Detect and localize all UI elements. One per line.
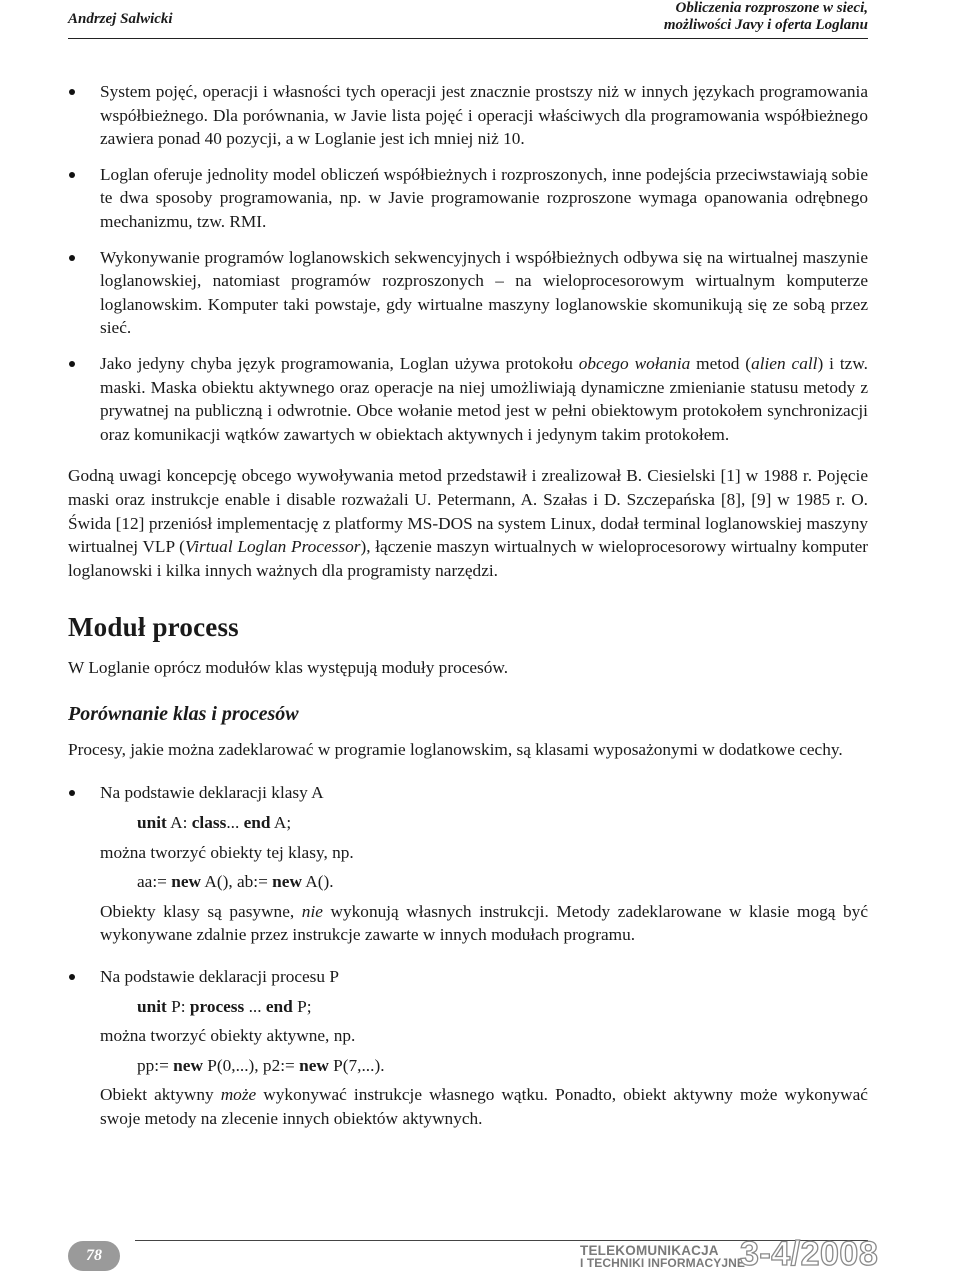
magazine-name (580, 1244, 745, 1270)
header-title-line1: Obliczenia rozproszone w sieci, (675, 0, 868, 16)
list-item-note (100, 900, 868, 947)
code-text: pp:= (137, 1055, 174, 1075)
magazine-name-line2: I TECHNIKI INFORMACYJNE (580, 1256, 745, 1270)
list-item-process (68, 965, 868, 1131)
text-run: Obiekt aktywny (100, 1085, 221, 1105)
comparison-list (68, 781, 868, 1130)
emphasis-text: Virtual Loglan Processor (184, 537, 361, 557)
list-item: Loglan oferuje jednolity model obliczeń współbieżnych i rozproszonych, inne podejścia przeciwstawiają sobie te dwa sposoby programowania, np. w Javie programowanie rozproszone wymaga opanowania odrębnego mechanizmu, tzw. RMI. (68, 163, 868, 234)
section-intro: W Loglanie oprócz modułów klas występują moduły procesów. (68, 658, 509, 678)
subsection-intro: Procesy, jakie można zadeklarować w programie loglanowskim, są klasami wyposażonymi w dodatkowe cechy. (68, 739, 843, 759)
text-run: ), łączenie maszyn wirtualnych w wieloprocesorowy wirtualny komputer loglanowski i kilka innych ważnych dla programisty narzędzi. (68, 537, 868, 580)
keyword: process (189, 996, 245, 1016)
history-paragraph (68, 464, 868, 582)
text-run: ) i tzw. maski. Maska obiektu aktywnego oraz operacje na niej umożliwiają dynamiczne zmienianie statusu metody z prywatnej na publiczną i odwrotnie. Obce wołanie metod jest w pełni obiektowym protokołem synchronizacji oraz komunikacji wątków zawartych w obiektach aktywnych i jedynym takim protokołem. (100, 353, 868, 444)
code-text: ... (244, 996, 266, 1016)
code-text: P; (292, 996, 312, 1016)
emphasis-text: alien call (751, 353, 818, 373)
header-title-line2: możliwości Javy i oferta Loglanu (663, 17, 868, 33)
code-text: ... (226, 813, 244, 833)
list-item-intro: Na podstawie deklaracji procesu P (100, 967, 339, 987)
text-run: Godną uwagi koncepcję obcego wywoływania metod przedstawił i zrealizował B. Ciesielski [1] w 1988 r. Pojęcie maski oraz instrukcje enable i disable rozważali U. Petermann, A. Szałas i D. Szczepańska [8], [9] w 1985 r. O. Świda [12] przeniósł implementację z platformy MS-DOS na system Linux, dodał terminal loglanowskiej maszyny wirtualnej VLP ( (68, 466, 868, 557)
code-text: P(0,...), p2:= (202, 1055, 300, 1075)
code-text: A(), ab:= (200, 872, 273, 892)
feature-list (68, 80, 868, 446)
code-declaration (100, 995, 868, 1019)
keyword: new (299, 1055, 329, 1075)
text-run: wykonywać instrukcje własnego wątku. Ponadto, obiekt aktywny może wykonywać swoje metody na zlecenie innych obiektów aktywnych. (100, 1085, 868, 1128)
keyword: end (265, 996, 293, 1016)
list-item-text: można tworzyć obiekty aktywne, np. (100, 1026, 356, 1046)
code-text: A: (166, 813, 192, 833)
text-run: metod ( (690, 353, 752, 373)
text-run: wykonują własnych instrukcji. Metody zadeklarowane w klasie mogą być wykonywane zdalnie przez instrukcje zawarte w innych modułach programu. (100, 901, 868, 945)
keyword: new (272, 872, 302, 892)
page-number-badge: 78 (68, 1241, 120, 1271)
code-declaration (100, 811, 868, 835)
list-item-intro: Na podstawie deklaracji klasy A (100, 783, 324, 803)
header-author: Andrzej Salwicki (68, 11, 173, 27)
keyword: new (173, 1055, 203, 1075)
list-item-text: można tworzyć obiekty tej klasy, np. (100, 842, 354, 862)
keyword: class (191, 813, 227, 833)
code-text: A; (270, 813, 292, 833)
code-example (100, 870, 868, 894)
article-body (68, 80, 868, 1149)
keyword: unit (137, 996, 167, 1016)
code-text: A(). (301, 872, 334, 892)
text-run: Jako jedyny chyba język programowania, Loglan używa protokołu (100, 353, 579, 373)
keyword: end (243, 813, 271, 833)
text-run: Obiekty klasy są pasywne, (100, 901, 302, 921)
subsection-title: Porównanie klas i procesów (68, 702, 299, 725)
list-item: Wykonywanie programów loglanowskich sekwencyjnych i współbieżnych odbywa się na wirtualnej maszynie loglanowskiej, natomiast programów rozproszonych – na wieloprocesorowym wirtualnym komputerze loglanowskim. Komputer taki powstaje, gdy wirtualne maszyny loglanowskie skomunikują się ze sobą przez sieć. (68, 246, 868, 340)
magazine-name-line1: TELEKOMUNIKACJA (580, 1243, 719, 1258)
keyword: new (171, 872, 201, 892)
code-text: P(7,...). (328, 1055, 385, 1075)
list-item-class (68, 781, 868, 947)
list-item-note (100, 1083, 868, 1130)
issue-number: 3-4/2008 (740, 1235, 879, 1273)
code-text: P: (166, 996, 190, 1016)
emphasis-text: nie (301, 901, 323, 921)
keyword: unit (137, 813, 167, 833)
header-rule (68, 38, 868, 39)
list-item (68, 352, 868, 446)
header-title (664, 0, 868, 34)
code-text: aa:= (137, 872, 172, 892)
emphasis-text: może (220, 1085, 257, 1105)
section-title: Moduł process (68, 612, 239, 643)
code-example (100, 1054, 868, 1078)
emphasis-text: obcego wołania (578, 353, 691, 373)
list-item: System pojęć, operacji i własności tych operacji jest znacznie prostszy niż w innych językach programowania współbieżnego. Dla porównania, w Javie lista pojęć i operacji właściwych dla programowania współbieżnego zawiera ponad 40 pozycji, a w Loglanie jest ich mniej niż 10. (68, 80, 868, 151)
